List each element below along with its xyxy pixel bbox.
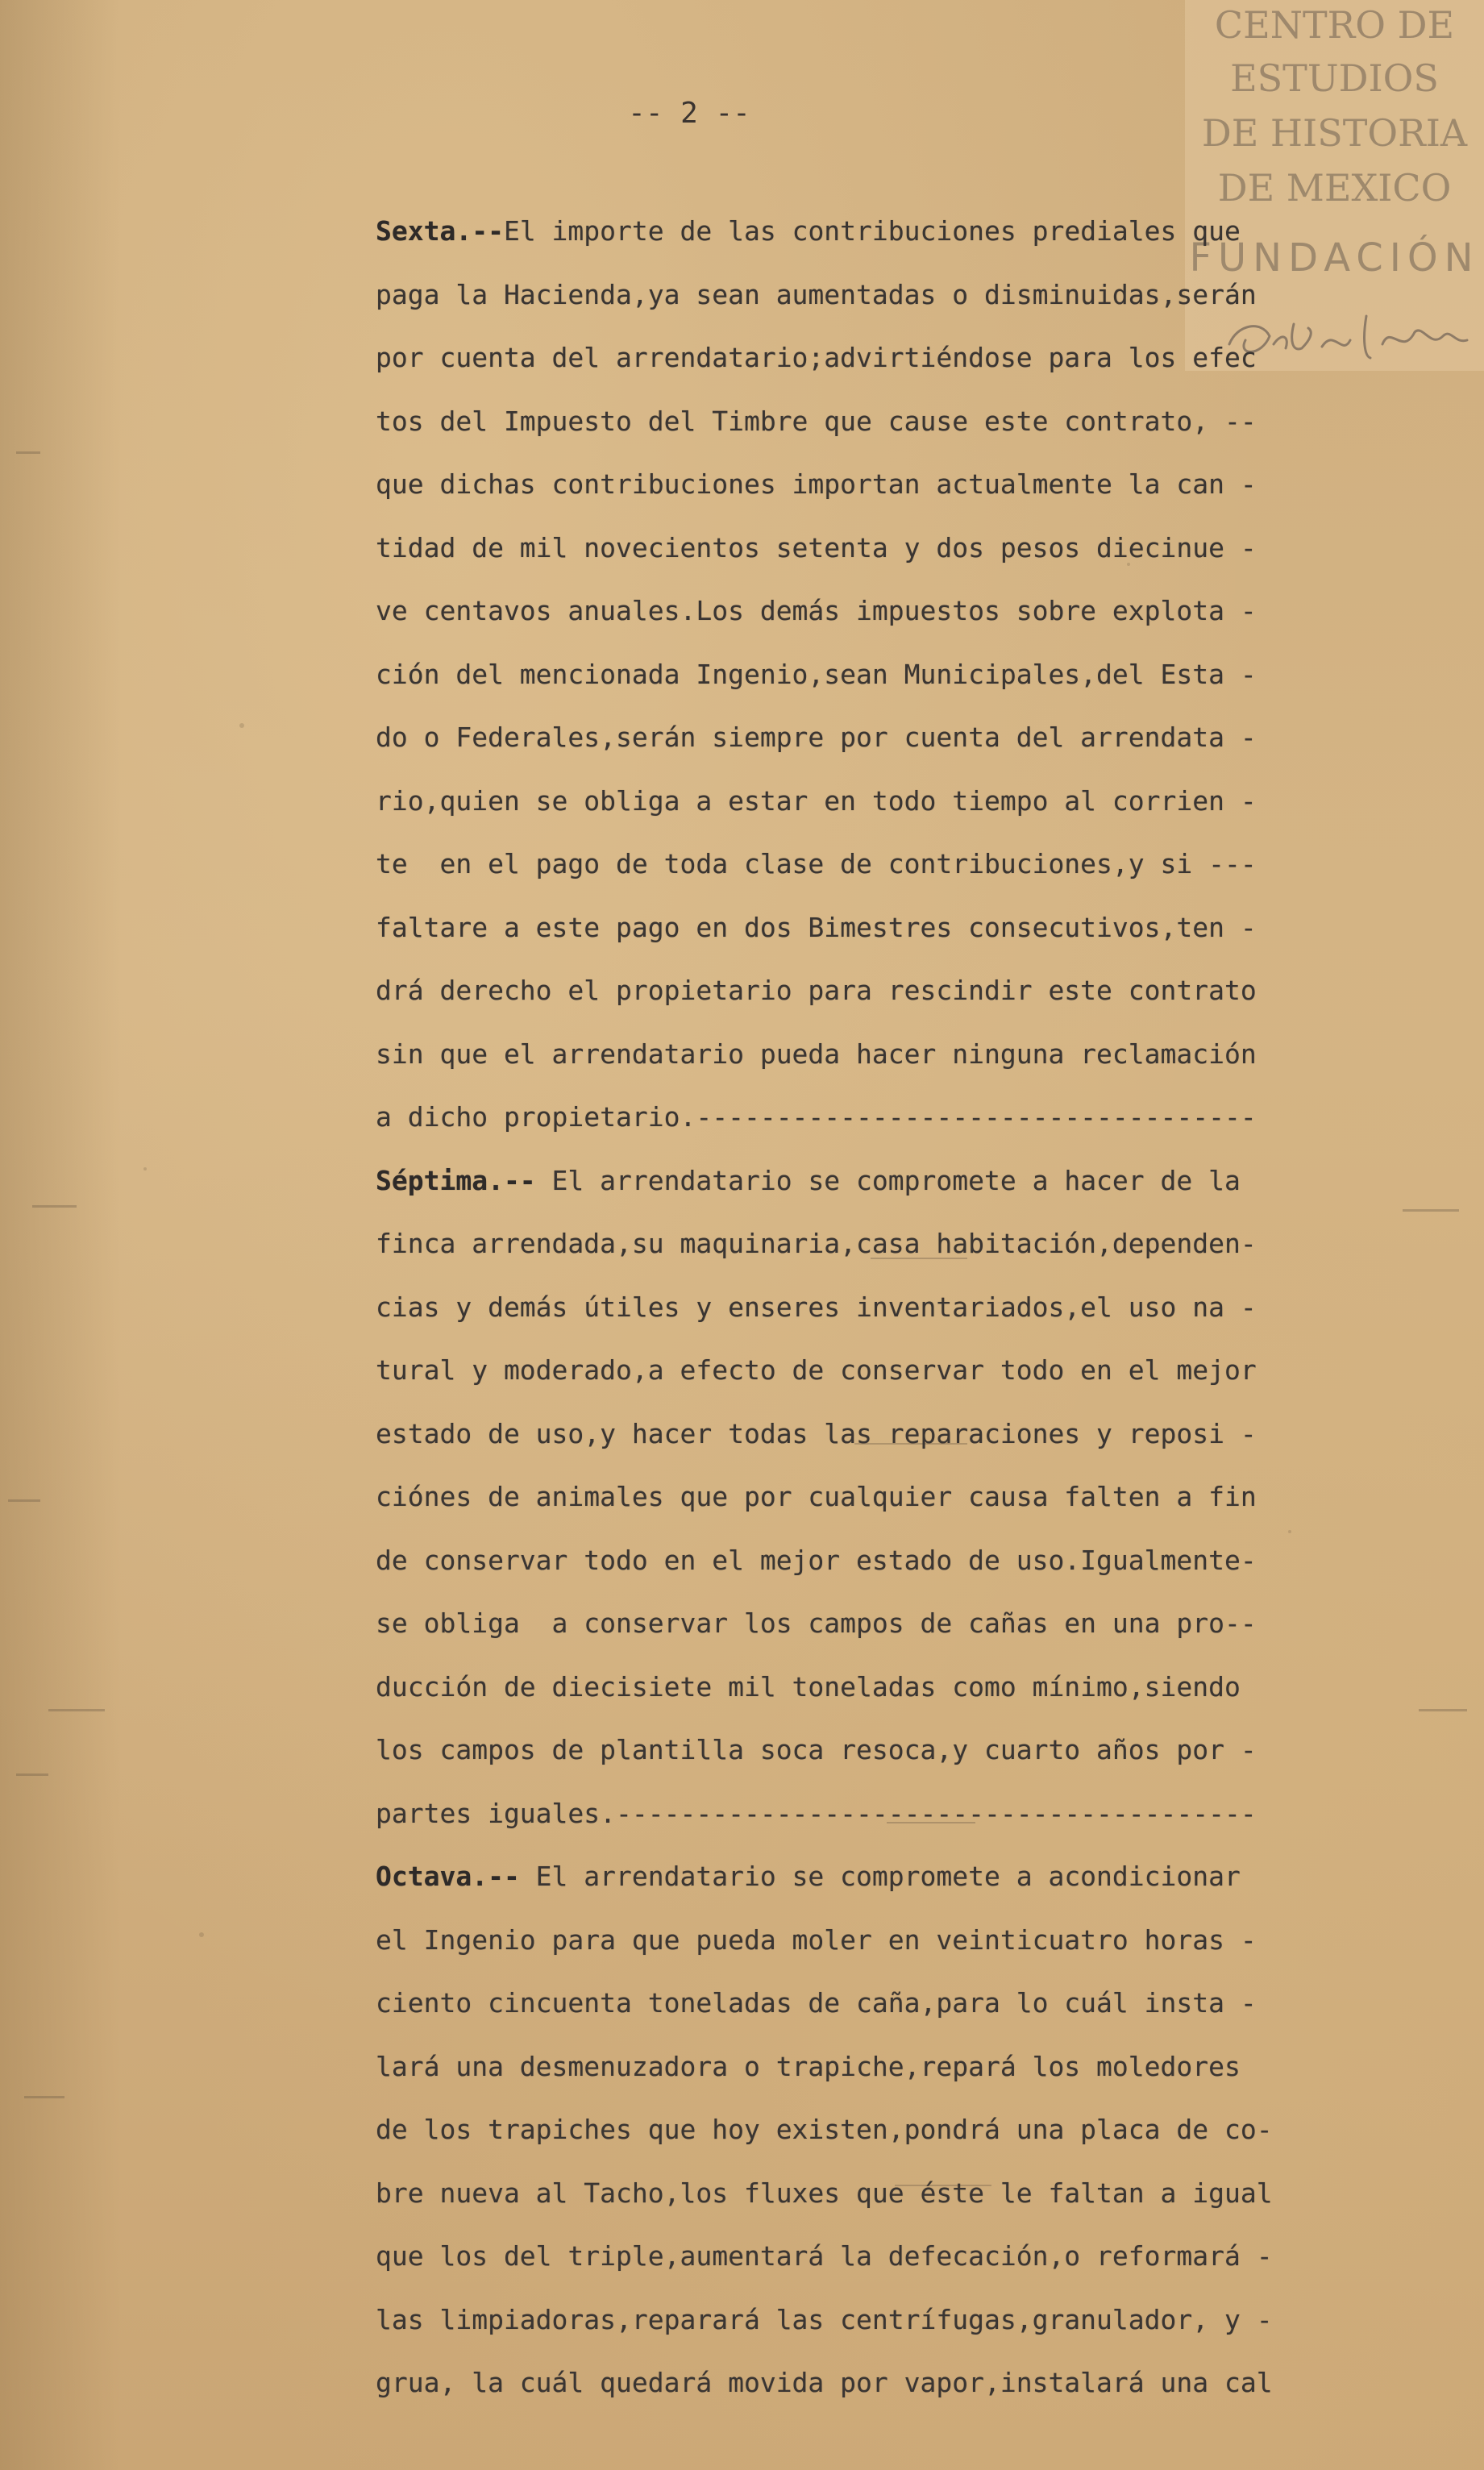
text-line: tural y moderado,a efecto de conservar todo en el mejor [376,1354,1257,1386]
clause-text: El arrendatario se compromete a hacer de la [535,1164,1241,1196]
text-line [376,1150,1415,1213]
clause-heading-septima: Séptima.-- [376,1164,536,1196]
text-line: el Ingenio para que pueda moler en veinticuatro horas - [376,1923,1257,1956]
text-line: se obliga a conservar los campos de cañas en una pro-- [376,1607,1257,1639]
text-line: por cuenta del arrendatario;advirtiéndose para los efec [376,342,1257,373]
text-line: los campos de plantilla soca resoca,y cuarto años por - [376,1734,1257,1765]
text-line: drá derecho el propietario para rescindir este contrato [376,975,1257,1006]
text-line: rio,quien se obliga a estar en todo tiempo al corrien - [376,784,1257,817]
clause-heading-octava: Octava.-- [376,1861,520,1892]
text-line: tidad de mil novecientos setenta y dos pesos diecinue - [376,531,1257,563]
text-line: cias y demás útiles y enseres inventariados,el uso na - [376,1291,1257,1323]
watermark-line-5: FUNDACIÓN [1189,235,1480,281]
text-line: las limpiadoras,reparará las centrífugas,granulador, y - [376,2303,1273,2335]
text-line [376,200,1415,264]
text-line: sin que el arrendatario pueda hacer ninguna reclamación [376,1037,1257,1070]
text-line: que los del triple,aumentará la defecación,o reformará - [376,2240,1273,2272]
clause-text: El importe de las contribuciones prediales que [503,215,1241,247]
text-line: ducción de diecisiete mil toneladas como mínimo,siendo [376,1670,1241,1703]
text-line: te en el pago de toda clase de contribuciones,y si --- [376,848,1257,879]
text-line: de los trapiches que hoy existen,pondrá una placa de co- [376,2114,1273,2145]
clause-text: El arrendatario se compromete a acondicionar [519,1861,1241,1892]
text-line: tos del Impuesto del Timbre que cause este contrato, -- [376,405,1257,437]
text-line: ve centavos anuales.Los demás impuestos sobre explota - [376,595,1257,626]
text-line [376,1845,1415,1909]
text-line: ciento cincuenta toneladas de caña,para lo cuál insta - [376,1987,1257,2019]
page-number: -- 2 -- [628,97,750,130]
text-line: do o Federales,serán siempre por cuenta del arrendata - [376,721,1257,753]
text-line: a dicho propietario.----------------------------------- [376,1101,1257,1133]
text-line: grua, la cuál quedará movida por vapor,instalará una cal [376,2367,1273,2398]
text-line: lará una desmenuzadora o trapiche,repará los moledores [376,2050,1241,2082]
text-line: finca arrendada,su maquinaria,casa habitación,dependen- [376,1228,1257,1259]
contract-text [376,200,1415,2415]
watermark-line-2: ESTUDIOS [1230,56,1439,100]
text-line: bre nueva al Tacho,los fluxes que éste le faltan a igual [376,2177,1273,2209]
watermark-line-1: CENTRO DE [1214,3,1455,47]
text-line: ción del mencionada Ingenio,sean Municipales,del Esta - [376,658,1257,690]
text-line: que dichas contribuciones importan actualmente la can - [376,468,1257,500]
text-line: de conservar todo en el mejor estado de uso.Igualmente- [376,1544,1257,1576]
watermark-line-3: DE HISTORIA [1201,111,1468,155]
text-line: paga la Hacienda,ya sean aumentadas o disminuidas,serán [376,278,1257,310]
text-line: faltare a este pago en dos Bimestres consecutivos,ten - [376,911,1257,943]
watermark-line-4: DE MEXICO [1217,166,1452,210]
text-line: partes iguales.---------------------------------------- [376,1797,1257,1829]
clause-heading-sexta: Sexta.-- [376,215,504,247]
text-line: estado de uso,y hacer todas las reparaciones y reposi - [376,1417,1257,1449]
text-line: ciónes de animales que por cualquier causa falten a fin [376,1481,1257,1512]
